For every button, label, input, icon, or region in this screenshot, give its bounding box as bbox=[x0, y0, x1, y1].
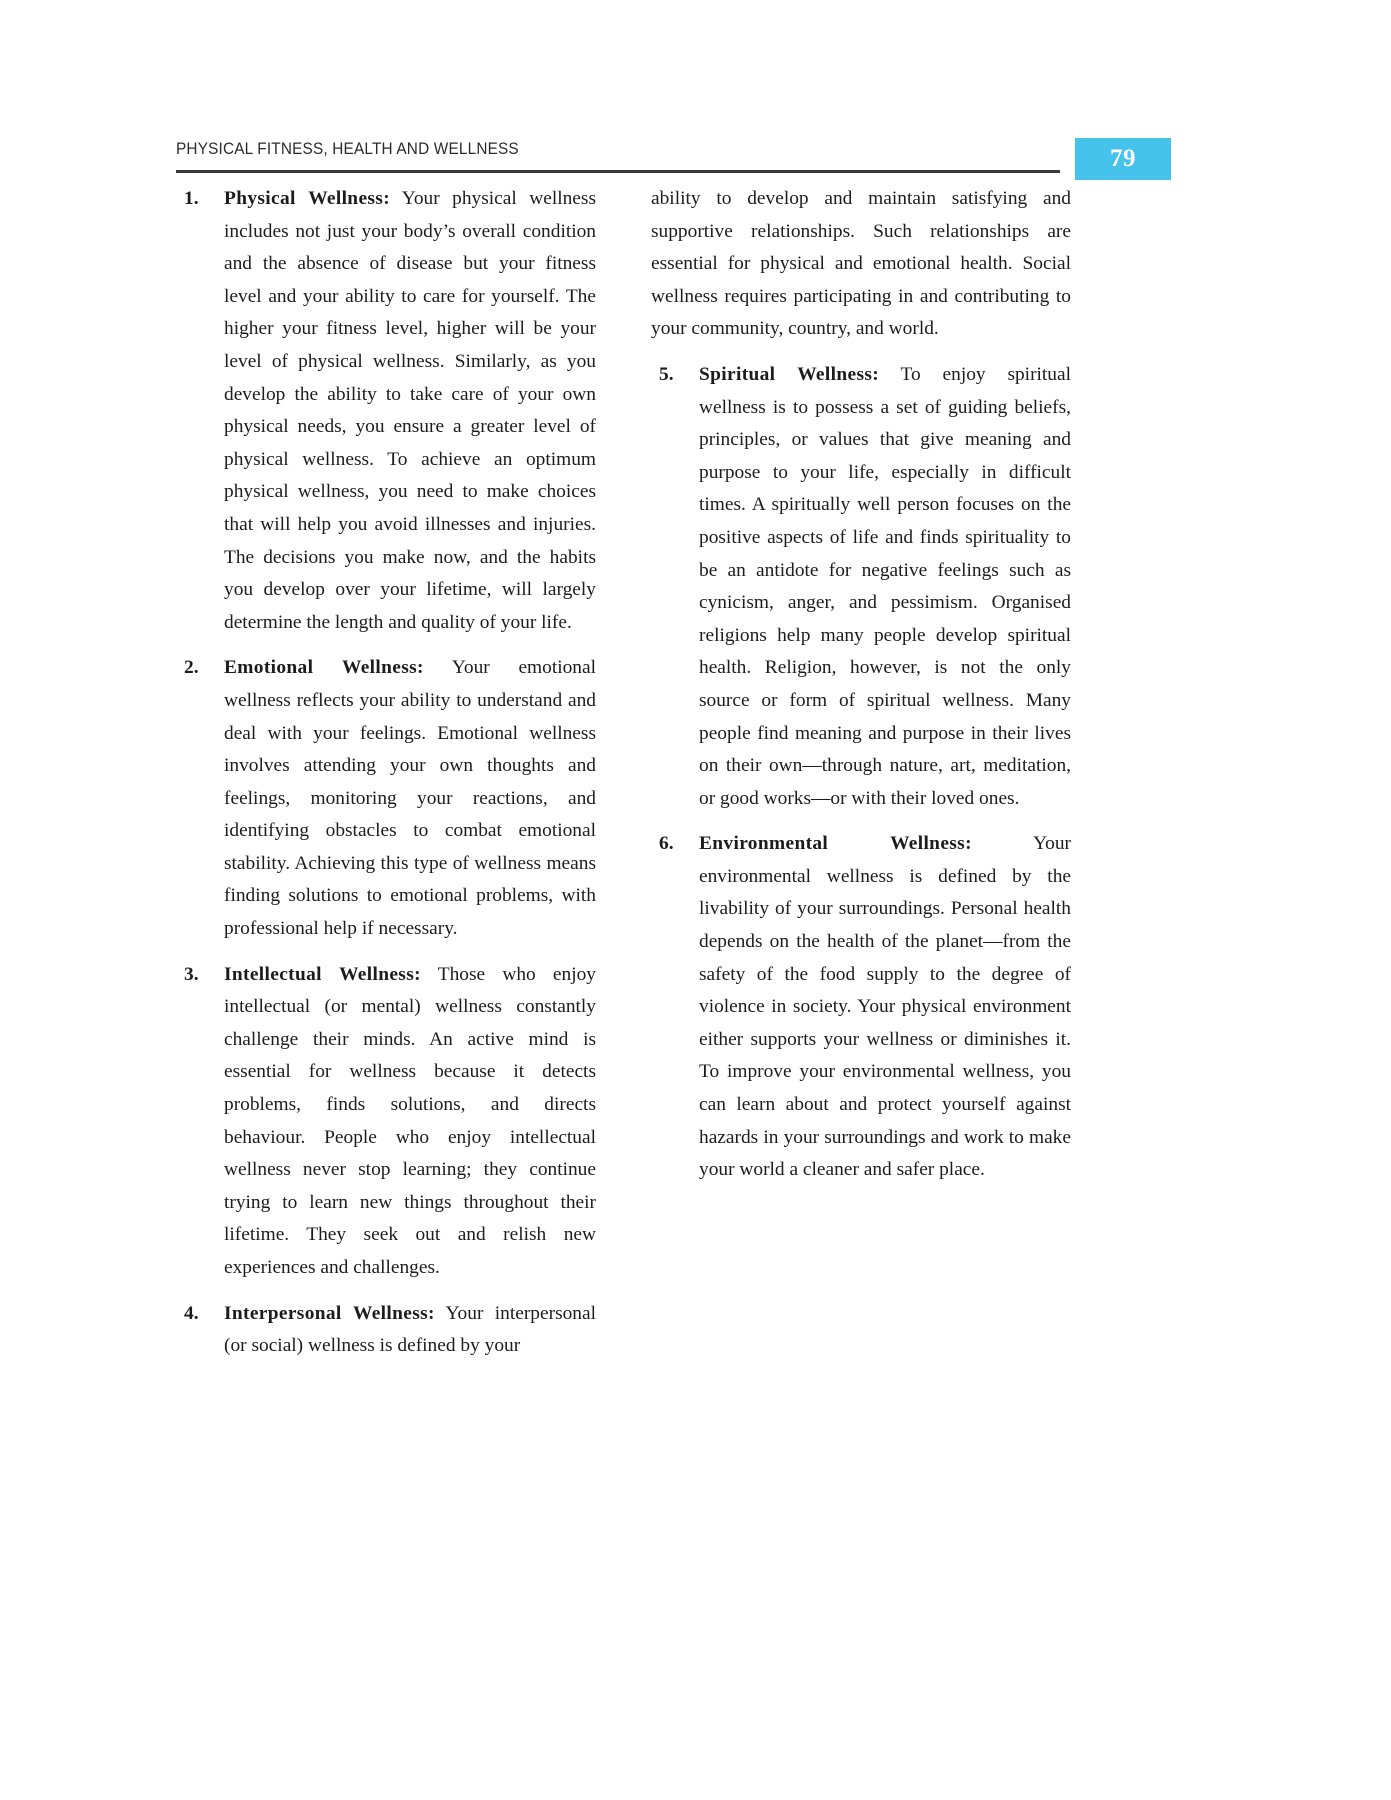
running-header-title: PHYSICAL FITNESS, HEALTH AND WELLNESS bbox=[176, 140, 519, 158]
continuation-paragraph: ability to develop and maintain satisfying and supportive relationships. Such relationships are essential for physical and emotional health. Social wellness requires participating in and contributing to your community, country, and world. bbox=[651, 188, 1071, 340]
list-item-marker: 4. bbox=[184, 1302, 199, 1324]
list-item-text: Your environmental wellness is defined by the livability of your surroundings. Personal health depends on the health of the planet—from the safety of the food supply to the degree of violence in society. Your physical environment either supports your wellness or diminishes it. To improve your environmental wellness, you can learn about and protect yourself against hazards in your surroundings and work to make your world a cleaner and safer place. bbox=[699, 833, 1071, 1181]
list-item-text: Your physical wellness includes not just your body’s overall condition and the absence of disease but your fitness level and your ability to care for yourself. The higher your fitness level, higher will be your level of physical wellness. Similarly, as you develop the ability to take care of your own physical needs, you ensure a greater level of physical wellness. To achieve an optimum physical wellness, you need to make choices that will help you avoid illnesses and injuries. The decisions you make now, and the habits you develop over your lifetime, will largely determine the length and quality of your life. bbox=[224, 188, 596, 633]
list-item-marker: 2. bbox=[184, 657, 199, 679]
list-item bbox=[176, 652, 596, 945]
running-header bbox=[176, 140, 1216, 188]
list-item-marker: 1. bbox=[184, 188, 199, 209]
list-item bbox=[176, 1298, 596, 1363]
list-item bbox=[176, 183, 596, 639]
column-right bbox=[651, 183, 1071, 1200]
list-item-marker: 5. bbox=[659, 363, 674, 385]
list-item-term: Environmental Wellness: bbox=[699, 833, 972, 855]
list-item bbox=[176, 959, 596, 1285]
list-item-text: To enjoy spiritual wellness is to possess a set of guiding beliefs, principles, or values that give meaning and purpose to your life, especially in difficult times. A spiritually well person focuses on the positive aspects of life and finds spirituality to be an antidote for negative feelings such as cynicism, anger, and pessimism. Organised religions help many people develop spiritual health. Religion, however, is not the only source or form of spiritual wellness. Many people find meaning and purpose in their lives on their own—through nature, art, meditation, or good works—or with their loved ones. bbox=[699, 363, 1071, 809]
column-left bbox=[176, 183, 596, 1376]
list-item-text: Your interpersonal (or social) wellness is defined by your bbox=[224, 1302, 596, 1357]
list-item-term: Interpersonal Wellness: bbox=[224, 1302, 435, 1324]
list-item-term: Emotional Wellness: bbox=[224, 657, 424, 679]
list-item bbox=[651, 359, 1071, 815]
list-item-term: Physical Wellness: bbox=[224, 188, 391, 209]
list-item-text: Your emotional wellness reflects your ability to understand and deal with your feelings. Emotional wellness involves attending your own thoughts and feelings, monitoring your reactions, and identifying obstacles to combat emotional stability. Achieving this type of wellness means finding solutions to emotional problems, with professional help if necessary. bbox=[224, 657, 596, 940]
list-item-marker: 6. bbox=[659, 833, 674, 855]
list-item-marker: 3. bbox=[184, 963, 199, 985]
list-item-term: Spiritual Wellness: bbox=[699, 363, 880, 385]
page-number: 79 bbox=[1110, 145, 1136, 172]
header-rule bbox=[176, 170, 1060, 173]
list-item-text: Those who enjoy intellectual (or mental) wellness constantly challenge their minds. An active mind is essential for wellness because it detects problems, finds solutions, and directs behaviour. People who enjoy intellectual wellness never stop learning; they continue trying to learn new things throughout their lifetime. They seek out and relish new experiences and challenges. bbox=[224, 963, 597, 1278]
list-item-term: Intellectual Wellness: bbox=[224, 963, 421, 985]
page-number-badge bbox=[1075, 138, 1171, 180]
list-item bbox=[651, 828, 1071, 1187]
